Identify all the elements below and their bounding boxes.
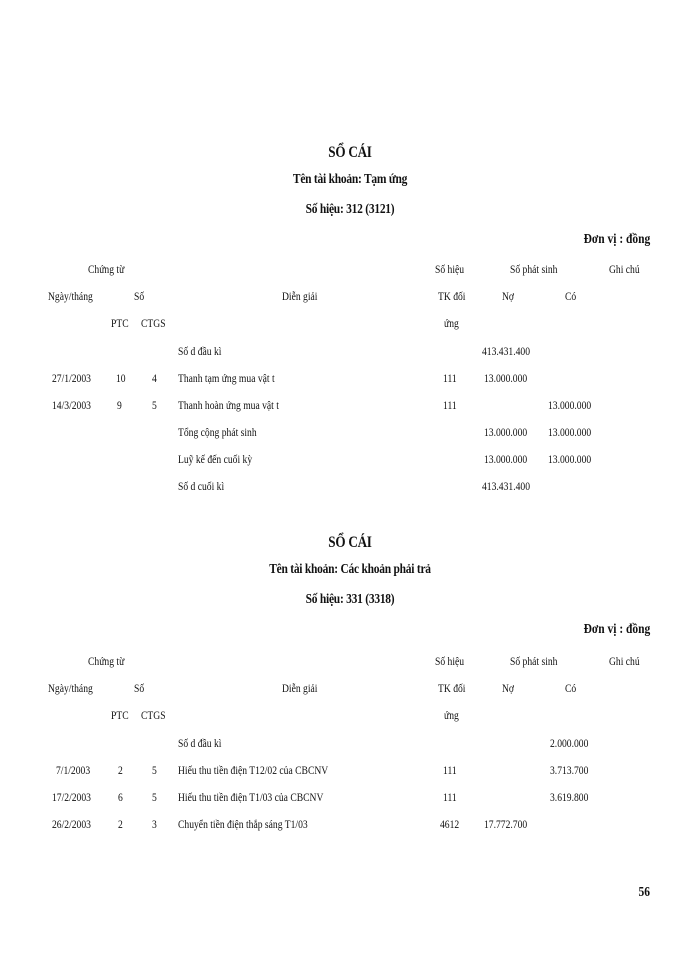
header-note: Ghi chú <box>609 262 640 276</box>
row-debit: 413.431.400 <box>482 479 530 493</box>
header-account-line2: TK đối <box>438 289 466 303</box>
row-debit: 13.000.000 <box>484 425 528 439</box>
header-number: Số <box>134 289 145 303</box>
header-note: Ghi chú <box>609 654 640 668</box>
row-date: 7/1/2003 <box>56 763 91 777</box>
header-voucher: Chứng từ <box>88 654 125 668</box>
row-ctgs: 5 <box>152 398 157 412</box>
row-date: 17/2/2003 <box>52 790 91 804</box>
row-ptc: 9 <box>117 398 122 412</box>
header-description: Diễn giải <box>282 289 318 303</box>
row-date: 27/1/2003 <box>52 371 91 385</box>
row-description: Chuyển tiền điện thắp sáng T1/03 <box>178 817 308 831</box>
ledger-title: SỔ CÁI <box>328 144 372 161</box>
row-date: 26/2/2003 <box>52 817 91 831</box>
row-debit: 13.000.000 <box>484 452 528 466</box>
row-credit: 2.000.000 <box>550 736 589 750</box>
header-ctgs: CTGS <box>141 708 166 722</box>
header-credit: Có <box>565 681 577 695</box>
row-ctgs: 3 <box>152 817 157 831</box>
row-credit: 3.713.700 <box>550 763 589 777</box>
row-credit: 13.000.000 <box>548 452 592 466</box>
account-code: Số hiệu: 312 (3121) <box>305 202 395 217</box>
row-date: 14/3/2003 <box>52 398 91 412</box>
row-ptc: 2 <box>118 763 123 777</box>
row-description: Số d cuối kì <box>178 479 225 493</box>
header-date: Ngày/tháng <box>48 681 93 695</box>
row-description: Số d đầu kì <box>178 344 222 358</box>
row-debit: 413.431.400 <box>482 344 530 358</box>
header-amount: Số phát sinh <box>510 262 558 276</box>
row-account: 4612 <box>440 817 460 831</box>
header-amount: Số phát sinh <box>510 654 558 668</box>
currency-unit: Đơn vị : đồng <box>583 622 650 637</box>
row-description: Hiếu thu tiền điện T12/02 của CBCNV <box>178 763 329 777</box>
row-description: Thanh tạm ứng mua vật t <box>178 371 275 385</box>
row-ptc: 10 <box>116 371 126 385</box>
row-account: 111 <box>443 371 457 385</box>
header-account-line2: TK đối <box>438 681 466 695</box>
account-name: Tên tài khoản: Tạm ứng <box>292 172 408 187</box>
header-account-line1: Số hiệu <box>435 654 465 668</box>
row-credit: 3.619.800 <box>550 790 589 804</box>
row-description: Hiếu thu tiền điện T1/03 của CBCNV <box>178 790 324 804</box>
header-ptc: PTC <box>111 316 129 330</box>
row-account: 111 <box>443 763 457 777</box>
row-ptc: 6 <box>118 790 123 804</box>
header-ptc: PTC <box>111 708 129 722</box>
row-ptc: 2 <box>118 817 123 831</box>
header-account-line1: Số hiệu <box>435 262 465 276</box>
header-description: Diễn giải <box>282 681 318 695</box>
row-ctgs: 4 <box>152 371 157 385</box>
page-number: 56 <box>638 885 650 900</box>
ledger-title: SỔ CÁI <box>328 534 372 551</box>
row-account: 111 <box>443 790 457 804</box>
row-credit: 13.000.000 <box>548 425 592 439</box>
row-description: Thanh hoàn ứng mua vật t <box>178 398 279 412</box>
header-ctgs: CTGS <box>141 316 166 330</box>
row-ctgs: 5 <box>152 763 157 777</box>
header-number: Số <box>134 681 145 695</box>
row-description: Luỹ kế đến cuối kỳ <box>178 452 253 466</box>
row-description: Số d đầu kì <box>178 736 222 750</box>
account-name: Tên tài khoản: Các khoản phải trả <box>269 562 431 577</box>
header-voucher: Chứng từ <box>88 262 125 276</box>
account-code: Số hiệu: 331 (3318) <box>305 592 395 607</box>
header-account-line3: ứng <box>444 708 459 722</box>
header-account-line3: ứng <box>444 316 459 330</box>
row-debit: 13.000.000 <box>484 371 528 385</box>
row-debit: 17.772.700 <box>484 817 528 831</box>
header-debit: Nợ <box>502 681 515 695</box>
header-date: Ngày/tháng <box>48 289 93 303</box>
row-ctgs: 5 <box>152 790 157 804</box>
row-description: Tổng cộng phát sinh <box>178 425 257 439</box>
currency-unit: Đơn vị : đồng <box>583 232 650 247</box>
header-debit: Nợ <box>502 289 515 303</box>
header-credit: Có <box>565 289 577 303</box>
row-credit: 13.000.000 <box>548 398 592 412</box>
row-account: 111 <box>443 398 457 412</box>
